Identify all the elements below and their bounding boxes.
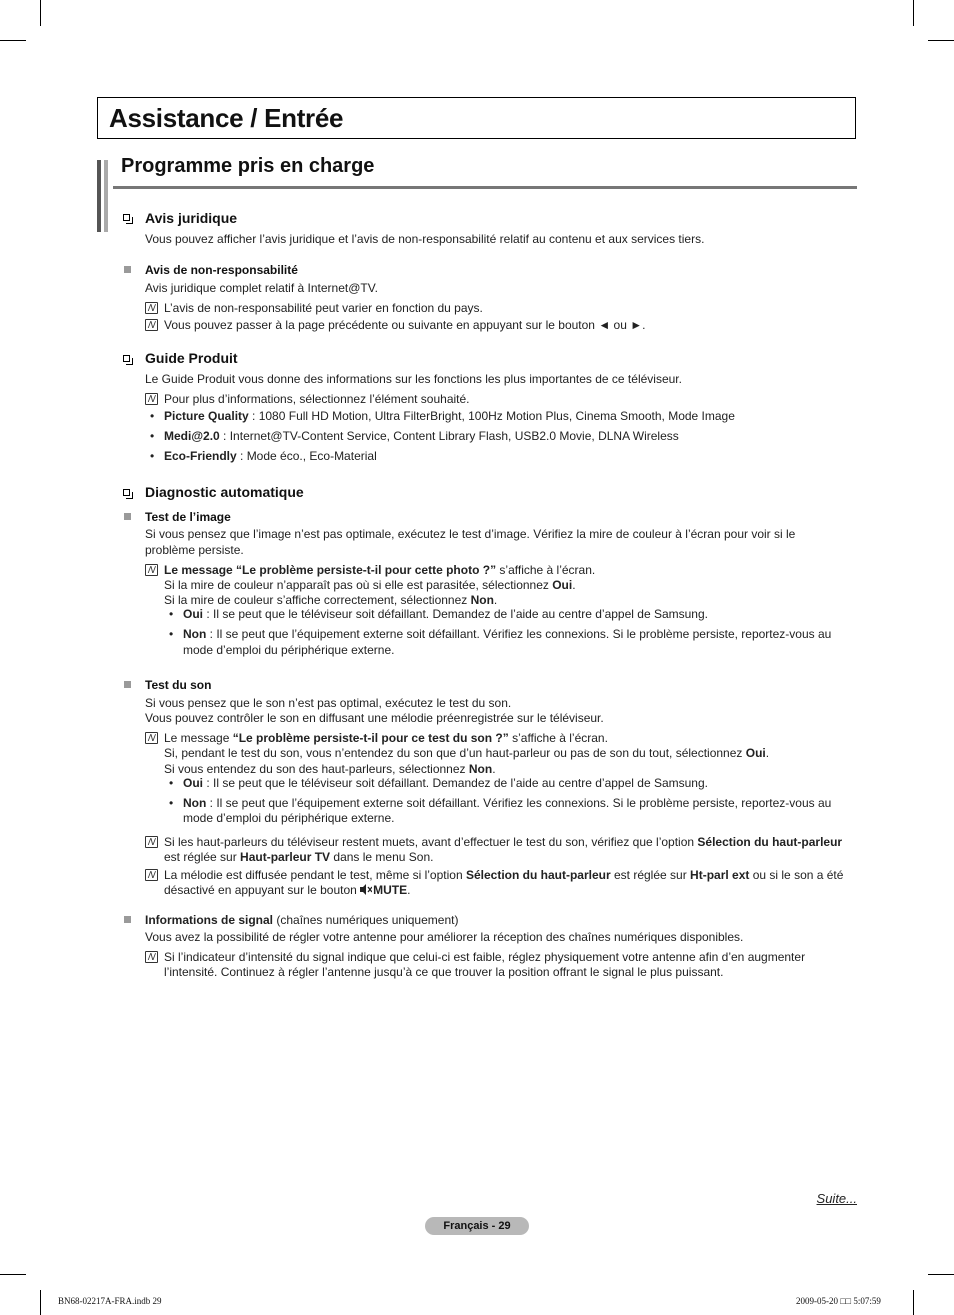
note-icon: N [146,837,157,848]
sound-test-text: Si vous pensez que le son n’est pas optimal, exécutez le test du son. [145,696,512,710]
checkbox-bullet-icon [123,489,130,496]
guide-item: Medi@2.0 : Internet@TV-Content Service, Content Library Flash, USB2.0 Movie, DLNA Wireless [164,429,679,443]
image-test-note: Le message “Le problème persiste-t-il pour cette photo ?” s’affiche à l’écran. [164,563,596,577]
note-icon: N [146,303,157,314]
square-bullet-icon [124,916,131,923]
guide-item: Picture Quality : 1080 Full HD Motion, Ultra FilterBright, 100Hz Motion Plus, Cinema Smooth, Mode Image [164,409,735,423]
image-test-oui: Oui : Il se peut que le téléviseur soit défaillant. Demandez de l’aide au centre d’appel de Samsung. [183,607,708,621]
guide-item: Eco-Friendly : Mode éco., Eco-Material [164,449,377,463]
bullet-dot: • [169,776,174,790]
square-bullet-icon [124,513,131,520]
guide-text: Le Guide Produit vous donne des informations sur les fonctions les plus importantes de ce téléviseur. [145,372,682,386]
signal-text: Vous avez la possibilité de régler votre antenne pour améliorer la réception des chaînes numériques disponibles. [145,930,744,944]
speaker-note: est réglée sur Haut-parleur TV dans le menu Son. [164,850,434,864]
image-test-text: problème persiste. [145,543,244,557]
section-underline [113,186,857,189]
sound-test-non: Non : Il se peut que l’équipement externe soit défaillant. Vérifiez les connexions. Si le problème persiste, reportez-vous au [183,796,832,810]
continued-link[interactable]: Suite... [816,1191,857,1206]
avis-text: Vous pouvez afficher l’avis juridique et l’avis de non-responsabilité relatif au contenu et aux services tiers. [145,232,705,246]
section-bar [104,160,108,232]
bullet-dot: • [169,627,174,641]
image-test-note: Si la mire de couleur s’affiche correctement, sélectionnez Non. [164,593,498,607]
section-bar [97,160,101,232]
page-title-box [97,97,856,139]
avis-sub-text: Avis juridique complet relatif à Internet@TV. [145,281,378,295]
image-test-note: Si la mire de couleur n’apparaît pas où si elle est parasitée, sélectionnez Oui. [164,578,576,592]
guide-note: Pour plus d’informations, sélectionnez l’élément souhaité. [164,392,470,406]
bullet-dot: • [169,796,174,810]
diag-heading: Diagnostic automatique [145,484,304,500]
crop-mark [913,0,914,26]
sound-test-note: Le message “Le problème persiste-t-il pour ce test du son ?” s’affiche à l’écran. [164,731,608,745]
sound-test-note: Si, pendant le test du son, vous n’entendez du son que d’un haut-parleur ou pas de son du tout, sélectionnez Oui. [164,746,770,760]
page-number-badge: Français - 29 [425,1217,529,1235]
mute-icon [360,883,373,899]
image-test-heading: Test de l’image [145,510,231,524]
note-icon: N [146,870,157,881]
sound-test-oui: Oui : Il se peut que le téléviseur soit défaillant. Demandez de l’aide au centre d’appel de Samsung. [183,776,708,790]
square-bullet-icon [124,266,131,273]
crop-mark [40,0,41,26]
sound-test-heading: Test du son [145,678,212,692]
bullet-dot: • [150,409,155,423]
avis-heading: Avis juridique [145,210,238,226]
note-icon: N [146,565,157,576]
avis-note-2: Vous pouvez passer à la page précédente ou suivante en appuyant sur le bouton ◄ ou ►. [164,318,646,332]
avis-note-1: L’avis de non-responsabilité peut varier en fonction du pays. [164,301,483,315]
image-test-non: mode d’emploi du périphérique externe. [183,643,395,657]
guide-heading: Guide Produit [145,350,238,366]
image-test-non: Non : Il se peut que l’équipement externe soit défaillant. Vérifiez les connexions. Si le problème persiste, reportez-vous au [183,627,832,641]
crop-mark [928,40,954,41]
square-bullet-icon [124,681,131,688]
note-icon: N [146,394,157,405]
sound-test-note: Si vous entendez du son des haut-parleurs, sélectionnez Non. [164,762,496,776]
bullet-dot: • [150,429,155,443]
image-test-text: Si vous pensez que l’image n’est pas optimale, exécutez le test d’image. Vérifiez la mire de couleur à l’écran pour voir si le [145,527,796,541]
avis-sub-heading: Avis de non-responsabilité [145,263,298,277]
page-title: Assistance / Entrée [109,103,344,133]
sound-test-non: mode d’emploi du périphérique externe. [183,811,395,825]
note-icon: N [146,952,157,963]
crop-mark [913,1290,914,1315]
sound-test-text: Vous pouvez contrôler le son en diffusant une mélodie préenregistrée sur le téléviseur. [145,711,604,725]
signal-note: Si l’indicateur d’intensité du signal indique que celui-ci est faible, réglez physiquement votre antenne afin d’en augmenter [164,950,806,964]
crop-mark [0,40,26,41]
crop-mark [0,1274,26,1275]
signal-heading: Informations de signal (chaînes numériques uniquement) [145,913,459,927]
note-icon: N [146,320,157,331]
note-icon: N [146,733,157,744]
bullet-dot: • [150,449,155,463]
speaker-note: Si les haut-parleurs du téléviseur restent muets, avant d’effectuer le test du son, vérifiez que l’option Sélection du haut-parleur [164,835,843,849]
checkbox-bullet-icon [123,214,130,221]
footer-timestamp: 2009-05-20 □□ 5:07:59 [796,1296,881,1306]
signal-note: l’intensité. Continuez à régler l’antenne jusqu’à ce que trouver la position offrant le signal le plus puissant. [164,965,724,979]
checkbox-bullet-icon [123,355,130,362]
section-title: Programme pris en charge [121,155,375,177]
crop-mark [40,1290,41,1315]
crop-mark [928,1274,954,1275]
bullet-dot: • [169,607,174,621]
melody-note: désactivé en appuyant sur le bouton MUTE. [164,883,411,897]
melody-note: La mélodie est diffusée pendant le test, même si l’option Sélection du haut-parleur est réglée sur Ht-parl ext ou si le son a été [164,868,844,882]
footer-file: BN68-02217A-FRA.indb 29 [58,1296,162,1306]
